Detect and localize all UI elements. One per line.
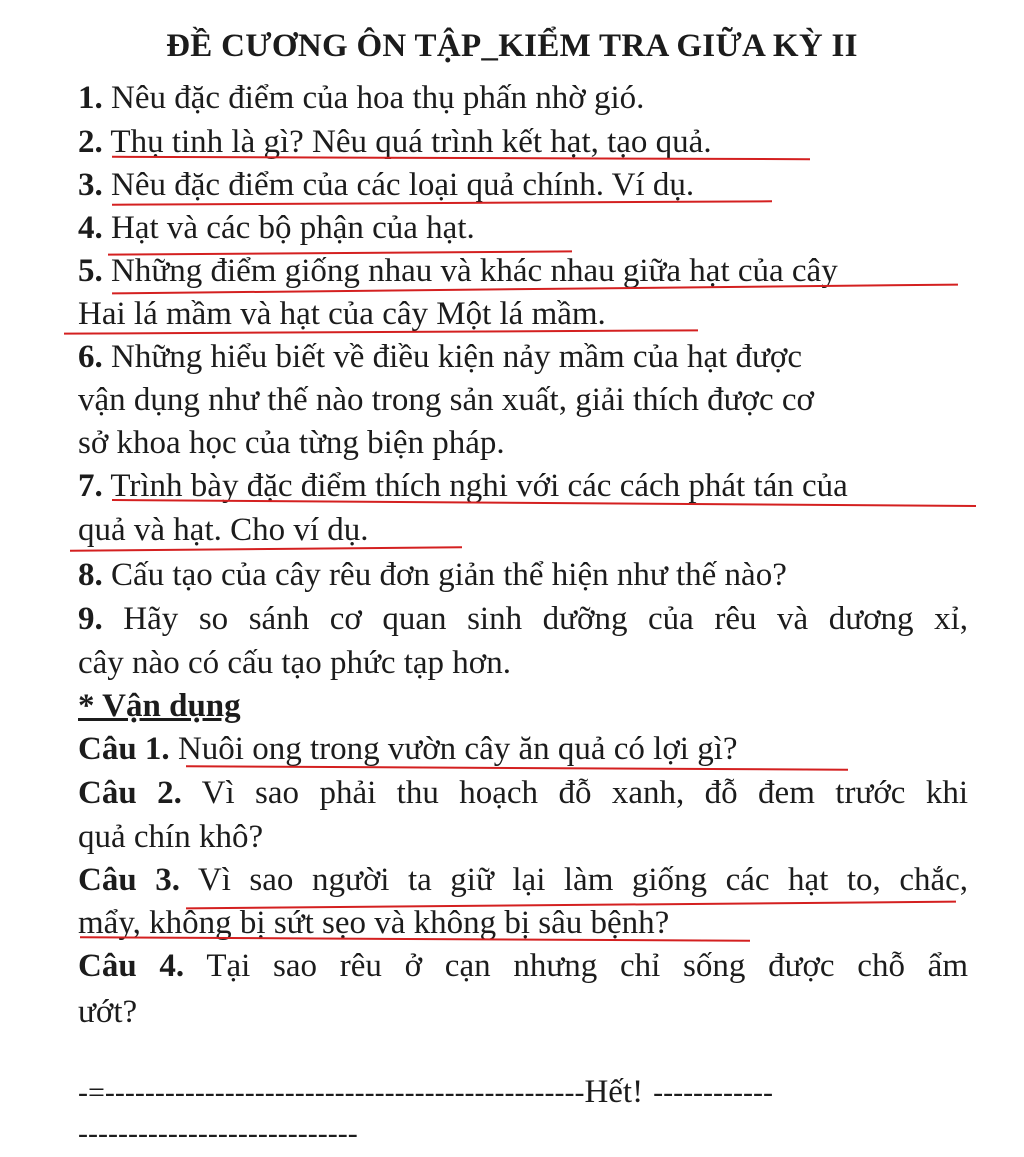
dash-line: -=------------------------------------------------ [78,1076,585,1109]
question-text: Nêu đặc điểm của hoa thụ phấn nhờ gió. [111,80,645,116]
end-marker [78,1070,968,1115]
question-text: Hạt và các bộ phận của hạt. [111,210,475,246]
question-number: 7. [78,468,103,504]
question-text: Những điểm giống nhau và khác nhau giữa hạt của cây [111,253,838,289]
question-7-continued: quả và hạt. Cho ví dụ. [78,512,369,548]
question-8 [78,553,968,597]
question-number: Câu 1. [78,731,170,767]
question-5-continued: Hai lá mầm và hạt của cây Một lá mầm. [78,296,606,332]
dash-line-bottom: ---------------------------- [78,1117,358,1150]
question-9 [78,597,968,641]
question-text: Nêu đặc điểm của các loại quả chính. Ví dụ. [111,167,695,203]
question-number: Câu 2. [78,775,182,811]
question-number: 9. [78,601,103,637]
question-number: 4. [78,210,103,246]
question-4 [78,206,968,250]
question-text: Những hiểu biết về điều kiện nảy mầm của hạt được [111,339,803,375]
question-number: Câu 4. [78,948,185,984]
question-1 [78,76,968,120]
end-text: Hết! [584,1074,644,1110]
application-question-2 [78,771,968,815]
dash-line: ------------ [653,1076,773,1109]
question-number: Câu 3. [78,862,180,898]
application-question-3 [78,858,968,902]
application-question-1 [78,727,968,771]
question-text: Tại sao rêu ở cạn nhưng chỉ sống được chỗ ẩm [206,948,968,984]
question-number: 6. [78,339,103,375]
question-text: Vì sao phải thu hoạch đỗ xanh, đỗ đem trước khi [201,775,968,811]
question-3 [78,163,968,207]
question-number: 5. [78,253,103,289]
application-question-3-continued: mẩy, không bị sứt sẹo và không bị sâu bệnh? [78,905,670,941]
application-question-4-continued: ướt? [78,994,138,1030]
question-6-continued: sở khoa học của từng biện pháp. [78,425,505,461]
question-9-continued: cây nào có cấu tạo phức tạp hơn. [78,645,511,681]
question-text: Vì sao người ta giữ lại làm giống các hạt to, chắc, [197,862,969,898]
question-6-continued: vận dụng như thế nào trong sản xuất, giải thích được cơ [78,382,815,418]
question-number: 3. [78,167,103,203]
question-text: Nuôi ong trong vườn cây ăn quả có lợi gì? [177,731,738,767]
application-heading: * Vận dụng [78,688,241,724]
question-text: Cấu tạo của cây rêu đơn giản thể hiện như thế nào? [111,557,787,593]
question-text: Trình bày đặc điểm thích nghi với các cách phát tán của [110,468,848,504]
question-number: 2. [78,124,103,160]
application-question-4 [78,944,968,988]
application-question-2-continued: quả chín khô? [78,819,264,855]
question-6 [78,335,968,379]
question-number: 8. [78,557,103,593]
question-number: 1. [78,80,103,116]
question-text: Thụ tinh là gì? Nêu quá trình kết hạt, tạo quả. [110,124,712,160]
question-text: Hãy so sánh cơ quan sinh dưỡng của rêu và dương xỉ, [123,601,969,637]
document-title: ĐỀ CƯƠNG ÔN TẬP_KIỂM TRA GIỮA KỲ II [166,28,858,64]
